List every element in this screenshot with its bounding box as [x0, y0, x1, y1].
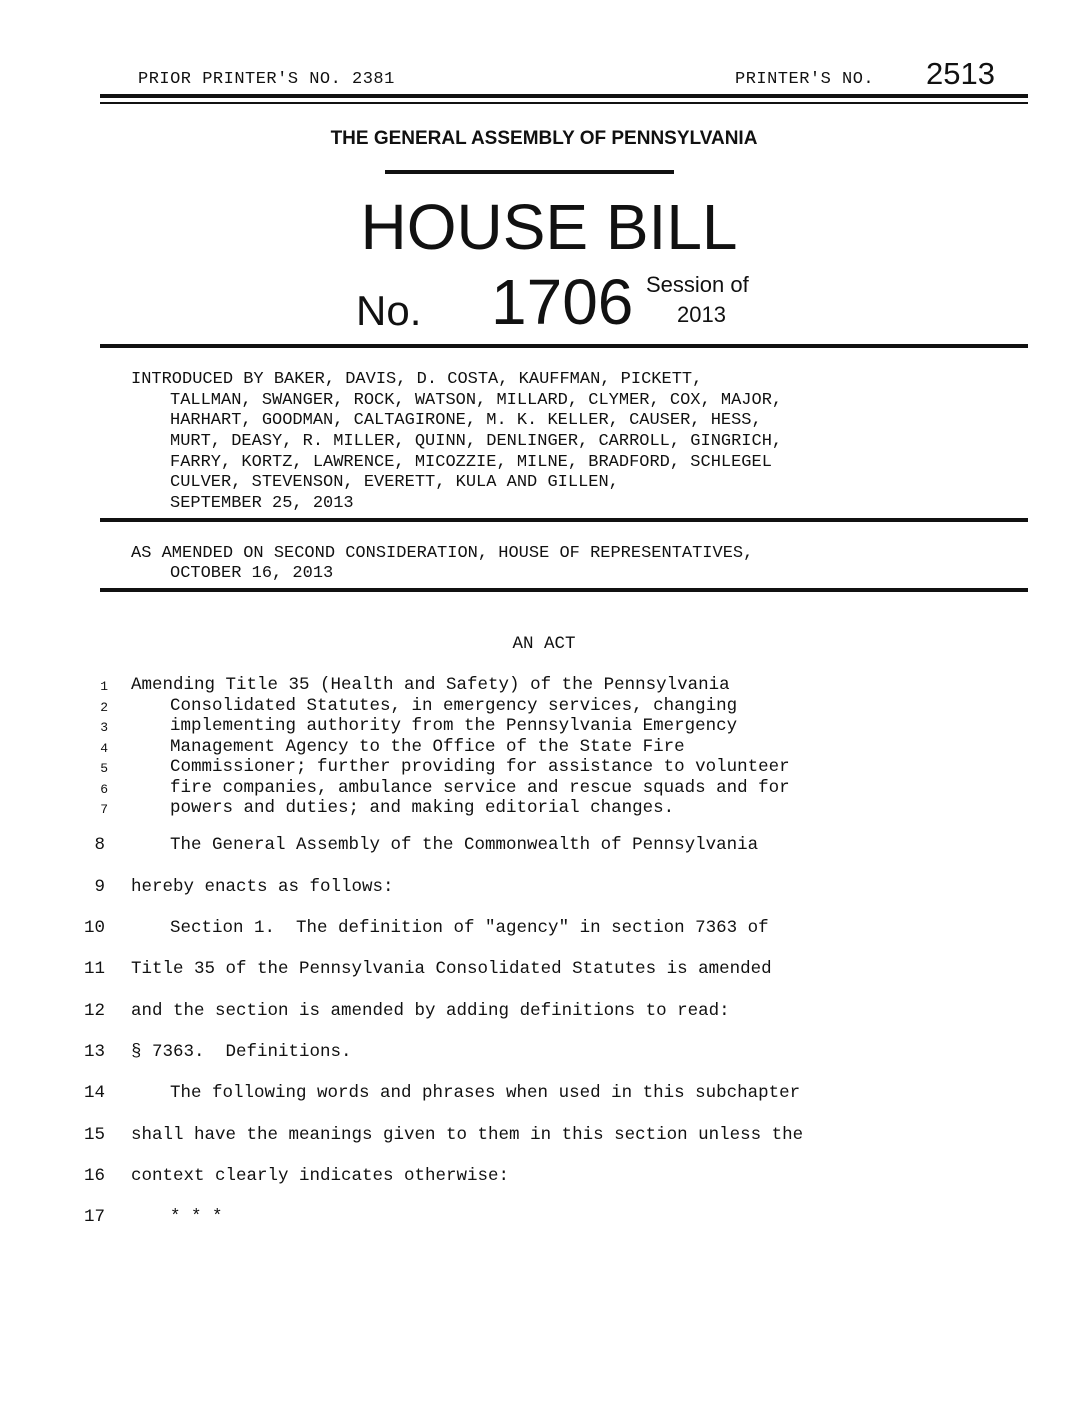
sponsor-date: SEPTEMBER 25, 2013: [170, 494, 354, 513]
amendment-rule: [100, 588, 1028, 592]
header-rule-thick: [100, 94, 1028, 98]
line-number: 14: [83, 1083, 105, 1103]
bill-type: HOUSE BILL: [360, 191, 738, 263]
amendment-line: AS AMENDED ON SECOND CONSIDERATION, HOUSE OF REPRESENTATIVES,: [131, 544, 754, 563]
line-number: 3: [100, 720, 108, 735]
sponsor-line: MURT, DEASY, R. MILLER, QUINN, DENLINGER, CARROLL, GINGRICH,: [170, 432, 783, 451]
line-text: implementing authority from the Pennsylvania Emergency: [170, 716, 738, 736]
title-separator: [385, 170, 674, 174]
sponsor-line: CULVER, STEVENSON, EVERETT, KULA AND GILLEN,: [170, 473, 619, 492]
line-text: Consolidated Statutes, in emergency services, changing: [170, 696, 738, 716]
act-heading: AN ACT: [512, 634, 576, 654]
bill-number: 1706: [491, 266, 634, 338]
line-text: The following words and phrases when used in this subchapter: [170, 1083, 801, 1103]
line-text: Amending Title 35 (Health and Safety) of the Pennsylvania: [131, 675, 730, 695]
sponsor-line: TALLMAN, SWANGER, ROCK, WATSON, MILLARD, CLYMER, COX, MAJOR,: [170, 391, 783, 410]
bill-no-label: No.: [356, 287, 422, 334]
title-bottom-rule: [100, 344, 1028, 348]
ellipsis-marker: * * *: [170, 1207, 223, 1227]
line-number: 8: [94, 835, 105, 855]
line-number: 16: [83, 1166, 105, 1186]
line-number: 5: [100, 761, 108, 776]
assembly-title: THE GENERAL ASSEMBLY OF PENNSYLVANIA: [330, 128, 758, 149]
line-number: 7: [100, 802, 108, 817]
line-number: 17: [83, 1207, 105, 1227]
line-text: Title 35 of the Pennsylvania Consolidated Statutes is amended: [131, 959, 772, 979]
line-number: 4: [100, 741, 108, 756]
sponsor-line: HARHART, GOODMAN, CALTAGIRONE, M. K. KELLER, CAUSER, HESS,: [170, 411, 762, 430]
prior-printer-number: PRIOR PRINTER'S NO. 2381: [138, 70, 395, 89]
amendment-date: OCTOBER 16, 2013: [170, 564, 334, 583]
line-text: Commissioner; further providing for assistance to volunteer: [170, 757, 790, 777]
line-number: 13: [83, 1042, 105, 1062]
line-text: fire companies, ambulance service and rescue squads and for: [170, 778, 790, 798]
sponsors-rule: [100, 518, 1028, 522]
line-text: Management Agency to the Office of the State Fire: [170, 737, 685, 757]
line-number: 6: [100, 782, 108, 797]
line-text: The General Assembly of the Commonwealth of Pennsylvania: [170, 835, 759, 855]
session-year: 2013: [677, 302, 726, 327]
line-number: 2: [100, 700, 108, 715]
line-number: 12: [83, 1001, 105, 1021]
session-label: Session of: [646, 272, 749, 297]
printer-number-label: PRINTER'S NO.: [735, 70, 875, 89]
line-text: and the section is amended by adding definitions to read:: [131, 1001, 730, 1021]
header-rule-thin: [100, 102, 1028, 104]
sponsor-line: INTRODUCED BY BAKER, DAVIS, D. COSTA, KAUFFMAN, PICKETT,: [131, 370, 703, 389]
line-text: shall have the meanings given to them in this section unless the: [131, 1125, 804, 1145]
line-number: 11: [83, 959, 105, 979]
line-number: 15: [83, 1125, 105, 1145]
line-number: 10: [83, 918, 105, 938]
line-text: hereby enacts as follows:: [131, 877, 394, 897]
line-text: context clearly indicates otherwise:: [131, 1166, 510, 1186]
line-text: powers and duties; and making editorial changes.: [170, 798, 675, 818]
printer-number-value: 2513: [926, 56, 995, 91]
line-number: 9: [94, 877, 105, 897]
line-text: Section 1. The definition of "agency" in section 7363 of: [170, 918, 769, 938]
line-number: 1: [100, 679, 108, 694]
sponsor-line: FARRY, KORTZ, LAWRENCE, MICOZZIE, MILNE, BRADFORD, SCHLEGEL: [170, 453, 772, 472]
section-heading: § 7363. Definitions.: [131, 1042, 352, 1062]
